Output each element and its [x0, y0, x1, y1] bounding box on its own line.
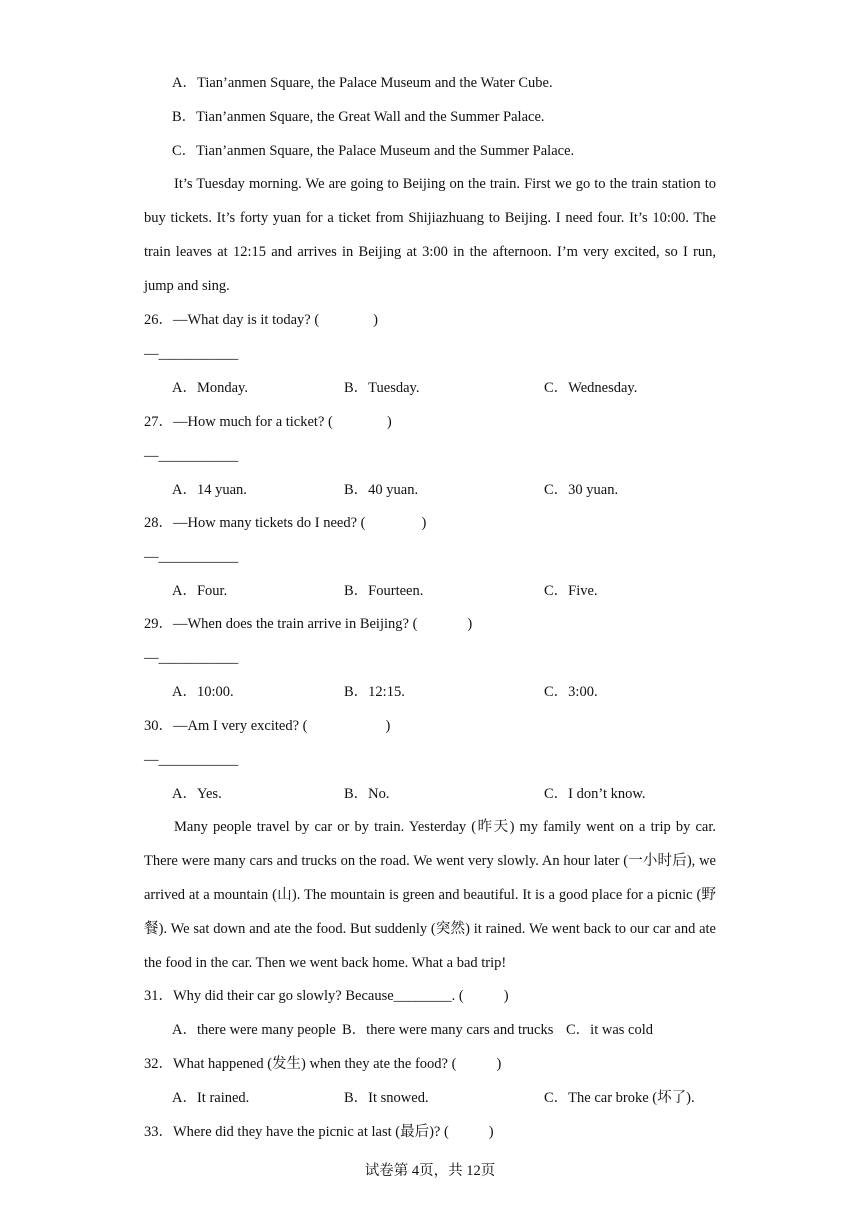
question-text: 27．—How much for a ticket? (	[144, 414, 333, 430]
question-text: 30．—Am I very excited? (	[144, 718, 308, 734]
option-26-b: B．Tuesday.	[344, 380, 420, 396]
option-29-a: A．10:00.	[172, 684, 234, 700]
question-text: 31．Why did their car go slowly? Because________. (	[144, 988, 464, 1004]
option-31-c: C．it was cold	[566, 1022, 653, 1038]
paren-close: )	[386, 414, 392, 430]
reading-passage-1	[144, 167, 716, 303]
option-27-a: A．14 yuan.	[172, 482, 247, 498]
paren-close: )	[467, 616, 473, 632]
option-30-c: C．I don’t know.	[544, 786, 646, 802]
option-27-b: B．40 yuan.	[344, 482, 419, 498]
answer-line-27: —___________	[144, 448, 239, 464]
paren-close: )	[385, 718, 391, 734]
question-text: 28．—How many tickets do I need? (	[144, 515, 366, 531]
prev-option-c: C．Tian’anmen Square, the Palace Museum and the Summer Palace.	[172, 143, 575, 159]
question-text: 32．What happened (发生) when they ate the food? (	[144, 1056, 457, 1072]
page-footer: 试卷第 4页，共 12页	[364, 1163, 496, 1179]
question-27	[144, 413, 392, 431]
paren-close: )	[503, 988, 509, 1004]
paren-close: )	[373, 312, 379, 328]
paren-close: )	[421, 515, 427, 531]
option-31-b: B．there were many cars and trucks	[342, 1022, 554, 1038]
passage-1-text: It’s Tuesday morning. We are going to Beijing on the train. First we go to the train station to buy tickets. It’s forty yuan for a ticket from Shijiazhuang to Beijing. I need four. It’s 10:00. The train leaves at 12:15 and arrives in Beijing at 3:00 in the afternoon. I’m very excited, so I run, jump and sing.	[144, 176, 716, 294]
question-33	[144, 1123, 494, 1141]
question-text: 26．—What day is it today? (	[144, 312, 320, 328]
answer-line-26: —___________	[144, 346, 239, 362]
option-31-a: A．there were many people	[172, 1022, 336, 1038]
option-28-c: C．Five.	[544, 583, 598, 599]
option-26-c: C．Wednesday.	[544, 380, 638, 396]
answer-line-30: —___________	[144, 752, 239, 768]
option-32-b: B．It snowed.	[344, 1090, 429, 1106]
question-32	[144, 1055, 501, 1073]
option-32-a: A．It rained.	[172, 1090, 250, 1106]
option-28-a: A．Four.	[172, 583, 228, 599]
question-29	[144, 615, 472, 633]
option-30-b: B．No.	[344, 786, 390, 802]
paren-close: )	[496, 1056, 502, 1072]
question-26	[144, 311, 378, 329]
reading-passage-2	[144, 810, 716, 980]
answer-line-29: —___________	[144, 650, 239, 666]
prev-option-a: A．Tian’anmen Square, the Palace Museum and the Water Cube.	[172, 75, 553, 91]
paren-close: )	[488, 1124, 494, 1140]
option-26-a: A．Monday.	[172, 380, 248, 396]
question-28	[144, 514, 426, 532]
question-text: 29．—When does the train arrive in Beijing? (	[144, 616, 418, 632]
option-28-b: B．Fourteen.	[344, 583, 424, 599]
question-31	[144, 987, 509, 1005]
question-30	[144, 717, 390, 735]
option-32-c: C．The car broke (坏了).	[544, 1090, 695, 1106]
option-30-a: A．Yes.	[172, 786, 222, 802]
answer-line-28: —___________	[144, 549, 239, 565]
option-29-b: B．12:15.	[344, 684, 405, 700]
option-27-c: C．30 yuan.	[544, 482, 619, 498]
question-text: 33．Where did they have the picnic at last (最后)? (	[144, 1124, 449, 1140]
prev-option-b: B．Tian’anmen Square, the Great Wall and the Summer Palace.	[172, 109, 545, 125]
option-29-c: C．3:00.	[544, 684, 598, 700]
passage-2-text: Many people travel by car or by train. Yesterday (昨天) my family went on a trip by car. There were many cars and trucks on the road. We went very slowly. An hour later (一小时后), we arrived at a mountain (山). The mountain is green and beautiful. It is a good place for a picnic (野餐). We sat down and ate the food. But suddenly (突然) it rained. We went back to our car and ate the food in the car. Then we went back home. What a bad trip!	[144, 819, 716, 971]
